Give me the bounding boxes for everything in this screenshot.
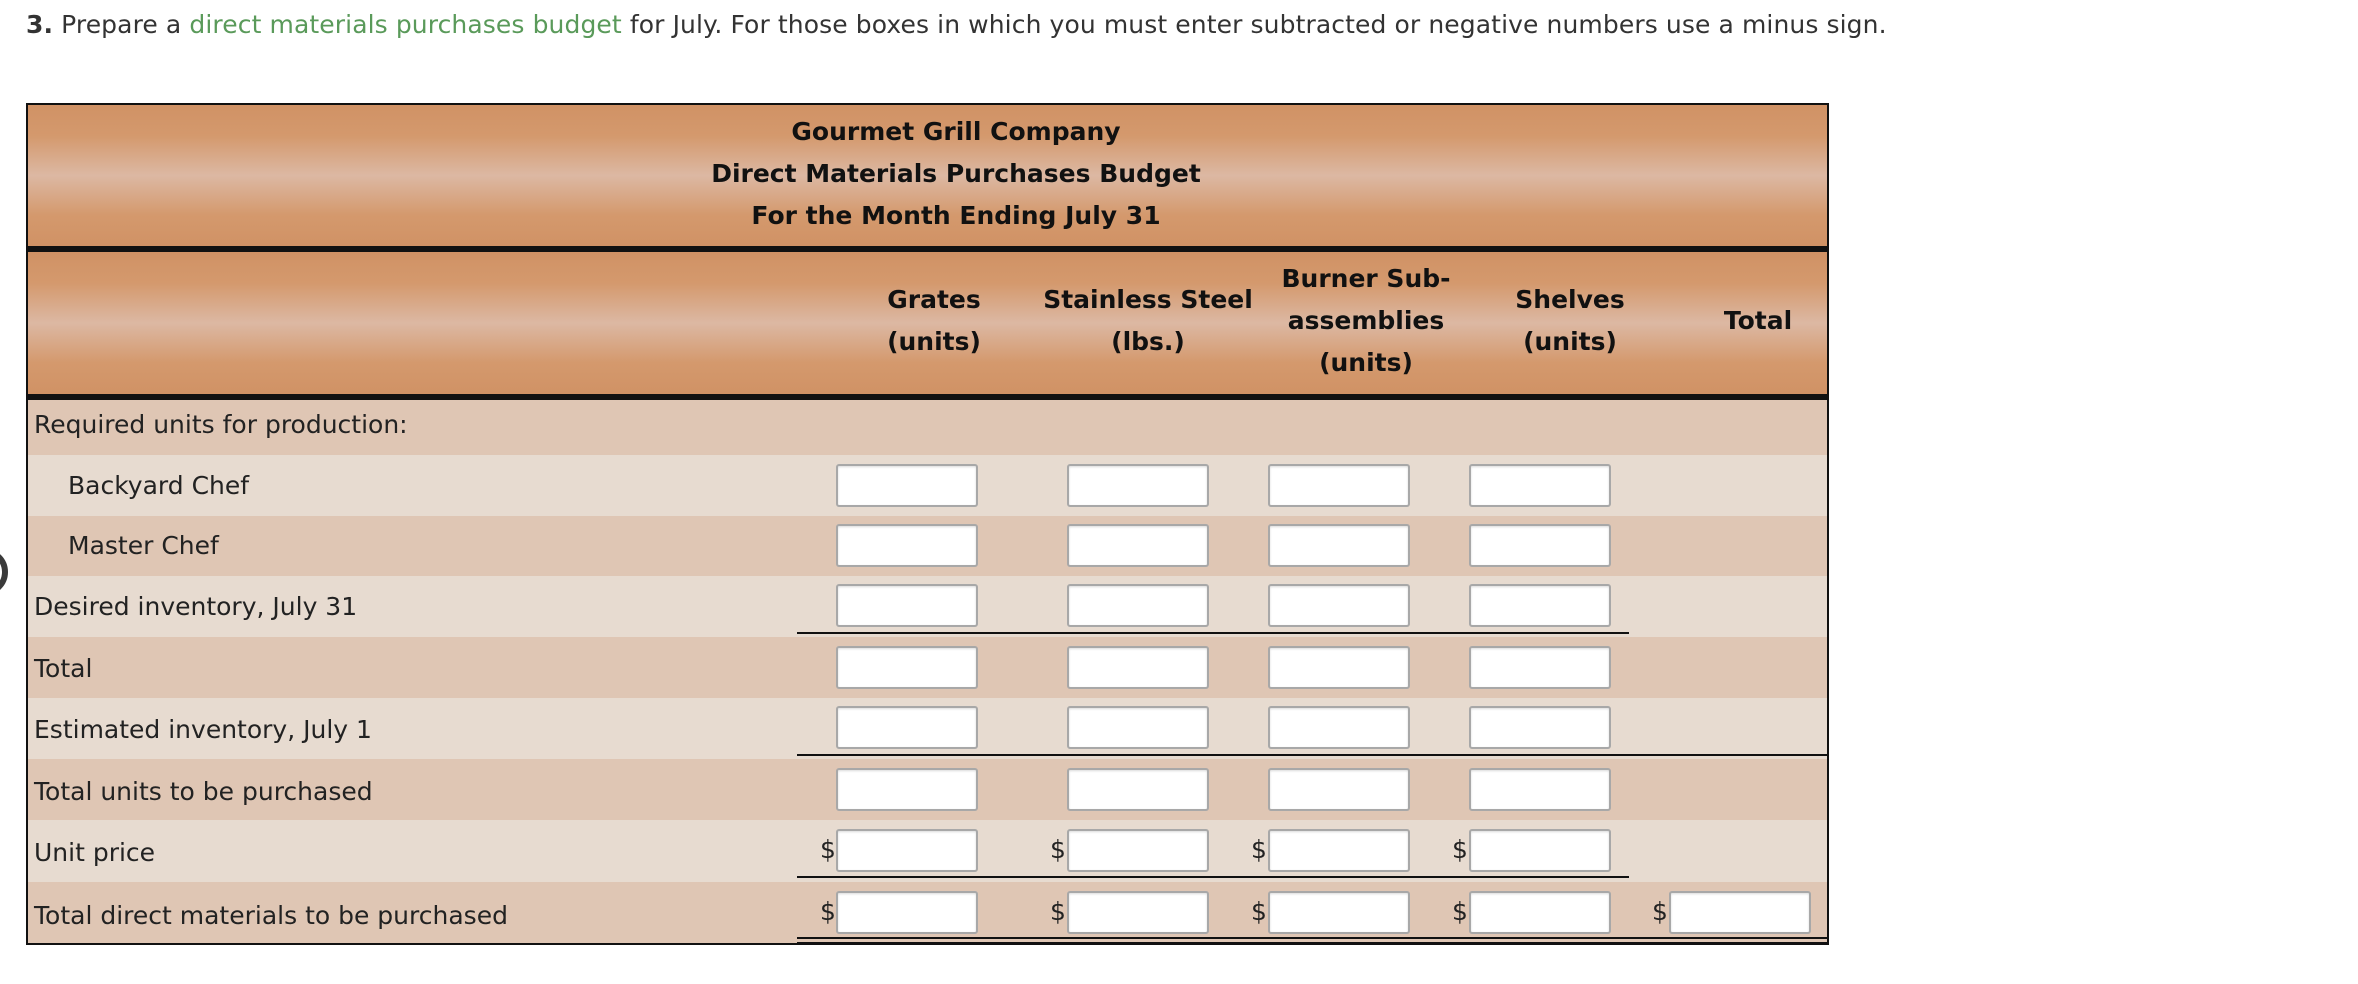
budget-title: Direct Materials Purchases Budget: [711, 159, 1201, 188]
row-label: Total direct materials to be purchased: [34, 901, 508, 930]
dollar-sign: $: [820, 897, 836, 926]
dollar-sign: $: [1251, 835, 1267, 864]
total-shelves-input[interactable]: [1469, 646, 1611, 689]
estimated-inventory-stainless-steel-input[interactable]: [1067, 706, 1209, 749]
budget-term-link[interactable]: direct materials purchases budget: [189, 10, 622, 39]
dollar-sign: $: [820, 835, 836, 864]
purchases-rule: [797, 754, 1829, 756]
total-stainless-steel-input[interactable]: [1067, 646, 1209, 689]
row-master-chef: [28, 516, 1827, 576]
row-label: Backyard Chef: [68, 471, 250, 500]
master-chef-grates-input[interactable]: [836, 524, 978, 567]
estimated-inventory-grates-input[interactable]: [836, 706, 978, 749]
units-purchased-stainless-steel-input[interactable]: [1067, 768, 1209, 811]
row-total-units-purchased: [28, 759, 1827, 820]
dollar-sign: $: [1050, 835, 1066, 864]
company-name: Gourmet Grill Company: [791, 117, 1121, 146]
estimated-inventory-burner-input[interactable]: [1268, 706, 1410, 749]
budget-table: [26, 103, 1829, 945]
dollar-sign: $: [1050, 897, 1066, 926]
column-header-shelves: Shelves (units): [1515, 285, 1625, 356]
total-dm-stainless-steel-input[interactable]: [1067, 891, 1209, 934]
backyard-chef-grates-input[interactable]: [836, 464, 978, 507]
total-dm-grates-input[interactable]: [836, 891, 978, 934]
unit-price-rule: [797, 876, 1629, 878]
master-chef-burner-input[interactable]: [1268, 524, 1410, 567]
unit-price-burner-input[interactable]: [1268, 829, 1410, 872]
estimated-inventory-shelves-input[interactable]: [1469, 706, 1611, 749]
row-required-units: [28, 400, 1827, 455]
partial-circle-icon: [0, 548, 8, 596]
dollar-sign: $: [1652, 897, 1668, 926]
dollar-sign: $: [1452, 835, 1468, 864]
row-estimated-inventory: [28, 698, 1827, 759]
title-header: [28, 105, 1827, 252]
total-dm-total-input[interactable]: [1669, 891, 1811, 934]
row-label: Required units for production:: [34, 410, 408, 439]
column-header-total: Total: [1723, 306, 1793, 335]
desired-inventory-shelves-input[interactable]: [1469, 584, 1611, 627]
column-header-stainless-steel: Stainless Steel (lbs.): [1043, 285, 1253, 356]
row-backyard-chef: [28, 455, 1827, 516]
unit-price-shelves-input[interactable]: [1469, 829, 1611, 872]
double-rule-top: [797, 937, 1829, 939]
unit-price-grates-input[interactable]: [836, 829, 978, 872]
row-label: Estimated inventory, July 1: [34, 715, 372, 744]
question-number: 3.: [26, 10, 54, 39]
row-desired-inventory: [28, 576, 1827, 637]
desired-inventory-burner-input[interactable]: [1268, 584, 1410, 627]
units-purchased-burner-input[interactable]: [1268, 768, 1410, 811]
units-purchased-shelves-input[interactable]: [1469, 768, 1611, 811]
dollar-sign: $: [1251, 897, 1267, 926]
row-label: Master Chef: [68, 531, 219, 560]
double-rule-bottom: [797, 942, 1829, 944]
backyard-chef-stainless-steel-input[interactable]: [1067, 464, 1209, 507]
column-header-grates: Grates (units): [887, 285, 981, 356]
row-label: Total units to be purchased: [34, 777, 373, 806]
subtotal-rule: [797, 632, 1629, 634]
row-unit-price: [28, 820, 1827, 882]
row-label: Desired inventory, July 31: [34, 592, 358, 621]
question-prompt: [26, 10, 1887, 39]
row-total: [28, 637, 1827, 698]
total-grates-input[interactable]: [836, 646, 978, 689]
budget-period: For the Month Ending July 31: [751, 201, 1161, 230]
total-dm-shelves-input[interactable]: [1469, 891, 1611, 934]
master-chef-stainless-steel-input[interactable]: [1067, 524, 1209, 567]
column-header-row: [28, 252, 1827, 400]
row-label: Unit price: [34, 838, 156, 867]
row-label: Total: [34, 654, 93, 683]
dollar-sign: $: [1452, 897, 1468, 926]
row-total-direct-materials: [28, 882, 1827, 945]
question-text-before: Prepare a: [61, 10, 182, 39]
unit-price-stainless-steel-input[interactable]: [1067, 829, 1209, 872]
total-burner-input[interactable]: [1268, 646, 1410, 689]
backyard-chef-burner-input[interactable]: [1268, 464, 1410, 507]
question-text-after: for July. For those boxes in which you must enter subtracted or negative numbers use a minus sign.: [629, 10, 1887, 39]
desired-inventory-grates-input[interactable]: [836, 584, 978, 627]
backyard-chef-shelves-input[interactable]: [1469, 464, 1611, 507]
desired-inventory-stainless-steel-input[interactable]: [1067, 584, 1209, 627]
units-purchased-grates-input[interactable]: [836, 768, 978, 811]
master-chef-shelves-input[interactable]: [1469, 524, 1611, 567]
column-header-burner-subassemblies: Burner Sub- assemblies (units): [1281, 264, 1451, 377]
total-dm-burner-input[interactable]: [1268, 891, 1410, 934]
